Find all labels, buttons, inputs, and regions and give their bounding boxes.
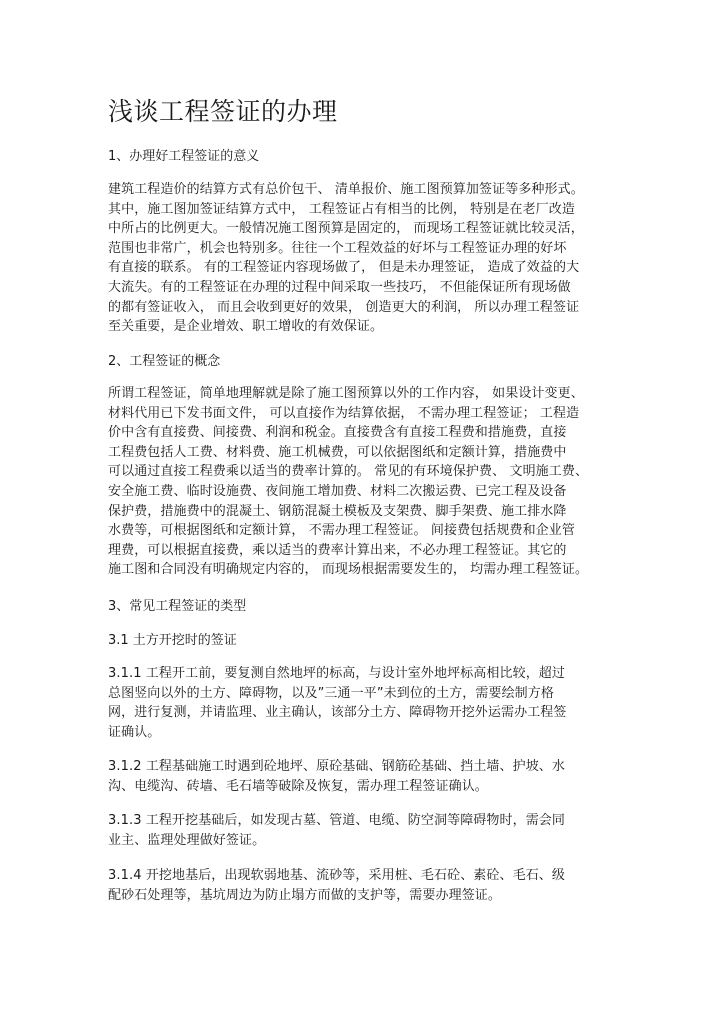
text-line: 水费等，可根据图纸和定额计算， 不需办理工程签证。 间接费包括规费和企业管 [108,523,575,539]
section-heading-3-1: 3.1 土方开挖时的签证 [108,633,237,648]
section-heading-1: 1、办理好工程签证的意义 [108,149,260,164]
text-line: 施工图和合同没有明确规定内容的， 而现场根据需要发生的， 均需办理工程签证。 [108,562,589,578]
text-line: 所谓工程签证，简单地理解就是除了施工图预算以外的工作内容， 如果设计变更、 [108,386,584,401]
text-line: 有直接的联系。 有的工程签证内容现场做了， 但是未办理签证， 造成了效益的大 [108,260,580,276]
text-line: 可以通过直接工程费乘以适当的费率计算的。 常见的有环境保护费、 文明施工费、 [108,464,589,480]
text-line: 中所占的比例更大。一般情况施工图预算是固定的， 而现场工程签证就比较灵活， [108,221,584,237]
text-line: 的都有签证收入， 而且会收到更好的效果， 创造更大的利润， 所以办理工程签证 [108,299,580,315]
paragraph-3-1-4 [108,866,618,905]
text-line: 配砂石处理等，基坑周边为防止塌方而做的支护等，需要办理签证。 [108,887,502,903]
text-line: 证确认。 [108,724,161,740]
text-line: 范围也非常广，机会也特别多。往往一个工程效益的好坏与工程签证办理的好坏 [108,240,567,256]
paragraph-3-1-3 [108,811,618,850]
text-line: 至关重要，是企业增效、职工增收的有效保证。 [108,319,384,335]
text-line: 理费，可以根据直接费，乘以适当的费率计算出来，不必办理工程签证。其它的 [108,542,567,558]
text-line: 总图竖向以外的土方、障碍物，以及”三通一平”未到位的土方，需要绘制方格 [108,685,554,701]
text-line: 业主、监理处理做好签证。 [108,832,266,848]
text-line: 材料代用已下发书面文件， 可以直接作为结算依据， 不需办理工程签证； 工程造 [108,405,580,421]
paragraph-2 [108,384,618,580]
text-line: 3.1.3 工程开挖基础后，如发现古墓、管道、电缆、防空洞等障碍物时，需会同 [108,813,566,828]
text-line: 3.1.1 工程开工前，要复测自然地坪的标高，与设计室外地坪标高相比较，超过 [108,666,566,681]
text-line: 保护费，措施费中的混凝土、钢筋混凝土模板及支架费、脚手架费、施工排水降 [108,503,567,519]
text-line: 建筑工程造价的结算方式有总价包干、 清单报价、施工图预算加签证等多种形式。 [108,182,584,197]
text-line: 工程费包括人工费、材料费、施工机械费，可以依据图纸和定额计算，措施费中 [108,444,567,460]
text-line: 网，进行复测，并请监理、业主确认，该部分土方、障碍物开挖外运需办工程签 [108,705,567,721]
section-heading-2: 2、工程签证的概念 [108,354,221,369]
paragraph-1 [108,180,618,337]
text-line: 安全施工费、临时设施费、夜间施工增加费、材料二次搬运费、已完工程及设备 [108,483,567,499]
text-line: 大流失。有的工程签证在办理的过程中间采取一些技巧， 不但能保证所有现场做 [108,279,571,295]
document-title: 浅谈工程签证的办理 [108,97,338,126]
paragraph-3-1-1 [108,664,618,742]
section-heading-3: 3、常见工程签证的类型 [108,599,247,614]
text-line: 3.1.2 工程基础施工时遇到砼地坪、原砼基础、钢筋砼基础、挡土墙、护坡、水 [108,759,566,774]
text-line: 其中，施工图加签证结算方式中， 工程签证占有相当的比例， 特别是在老厂改造 [108,201,575,217]
text-line: 沟、电缆沟、砖墙、毛石墙等破除及恢复，需办理工程签证确认。 [108,778,488,794]
text-line: 价中含有直接费、间接费、利润和税金。直接费含有直接工程费和措施费，直接 [108,425,567,441]
paragraph-3-1-2 [108,757,618,796]
text-line: 3.1.4 开挖地基后，出现软弱地基、流砂等，采用桩、毛石砼、素砼、毛石、级 [108,868,566,883]
